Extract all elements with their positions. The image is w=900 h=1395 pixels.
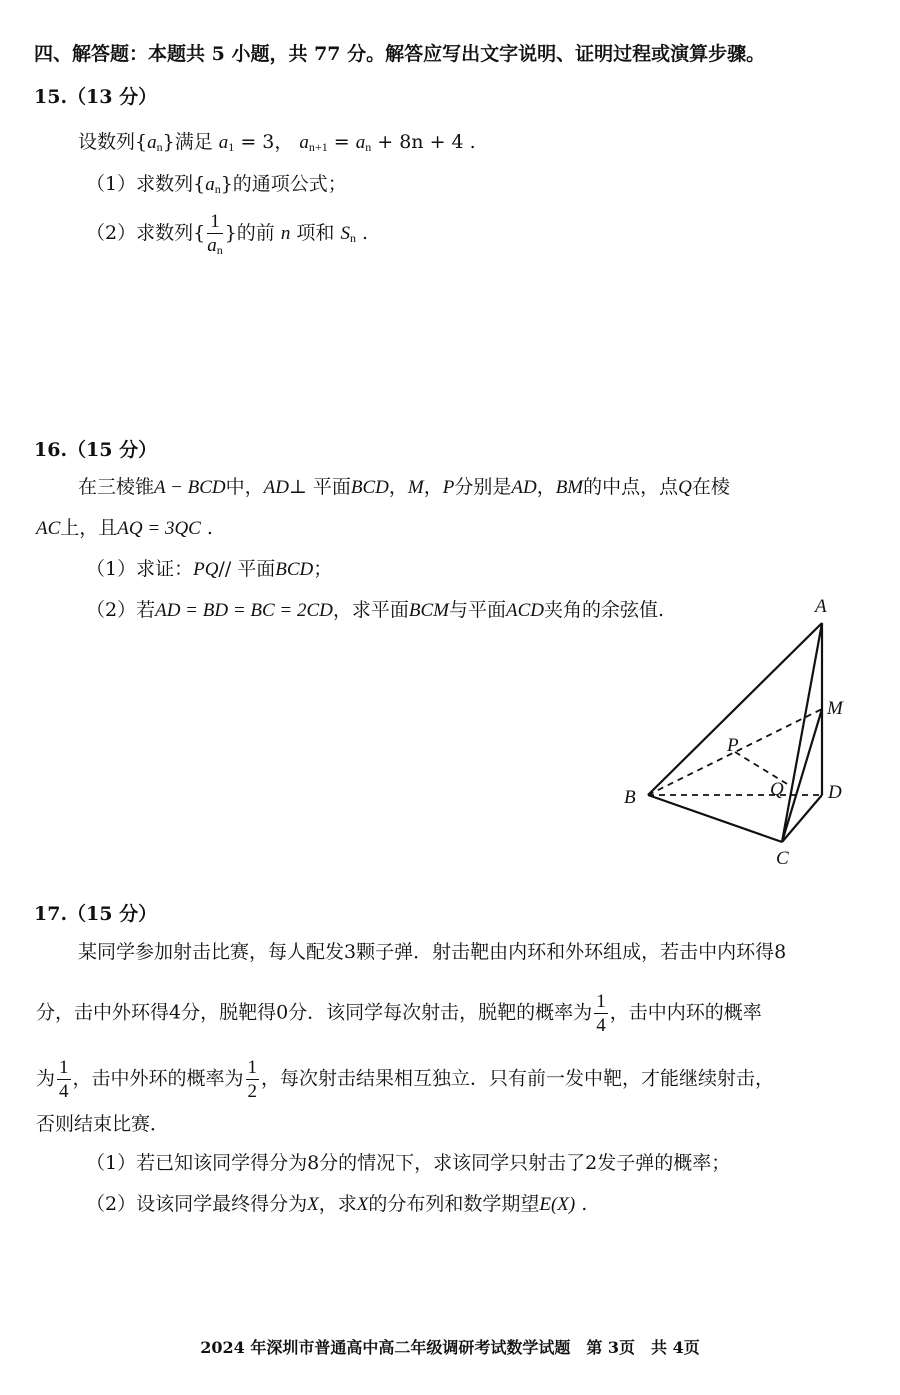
q16-stem1-f: 分别是 <box>454 476 512 498</box>
q16-length-condition: AD = BD = BC = 2CD <box>155 600 333 621</box>
q16-stem1-h: 的中点，点 <box>583 476 679 498</box>
q16-part1-a: （1）求证： <box>86 558 194 580</box>
q16-tetrahedron: A − BCD <box>154 477 226 498</box>
q15-part1-seq-sub: n <box>214 182 221 196</box>
label-d: D <box>828 782 842 803</box>
q17-f1-den: 4 <box>596 1015 606 1036</box>
q15-frac-den <box>207 234 223 256</box>
q17-header: 17.（15 分） <box>34 903 158 925</box>
q16-part2 <box>86 601 664 620</box>
q16-stem1-c: ⊥ 平面 <box>288 476 351 498</box>
q17-outer-probability <box>246 1058 260 1101</box>
q16-part2-a: （2）若 <box>86 599 156 621</box>
q15-rec-equals: = <box>327 131 356 153</box>
q16-stem1-g: ， <box>536 476 556 498</box>
q17-part2-c: 的分布列和数学期望 <box>368 1193 540 1215</box>
q16-stem1-i: 在棱 <box>691 476 730 498</box>
q16-stem1-b: 中， <box>225 476 264 498</box>
q17-part1: （1）若已知该同学得分为8分的情况下，求该同学只射击了2发子弹的概率； <box>86 1152 731 1174</box>
q17-part2-d: . <box>575 1193 588 1215</box>
q16-p: P <box>442 477 455 498</box>
q15-stem-text-b: 满足 <box>174 131 213 153</box>
q17-line3-c: ，每次射击结果相互独立．只有前一发中靶，才能继续射击， <box>261 1067 775 1090</box>
q15-a1-value: = 3， <box>240 131 294 153</box>
q16-bm: BM <box>555 477 584 498</box>
q17-f3-num: 1 <box>247 1057 258 1078</box>
q15-part2: （2）求数列{ $\frac{1}{a_n}$ }的前 n 项和 $S_n$ . <box>86 211 369 257</box>
q17-line2-b: ，击中内环的概率 <box>609 1001 762 1024</box>
q15-frac-num: 1 <box>207 212 223 234</box>
q17-f1-num: 1 <box>596 991 606 1012</box>
q16-part2-c: 与平面 <box>449 599 507 621</box>
q15-part2-s-sub: n <box>349 231 356 245</box>
q17-line3-b: ，击中外环的概率为 <box>72 1067 244 1090</box>
q15-part1-seq: a <box>205 174 215 195</box>
q17-line4: 否则结束比赛． <box>36 1113 170 1135</box>
label-a: A <box>815 596 827 617</box>
q15-frac-den-symbol: a <box>207 235 217 256</box>
q16-bcm: BCM <box>408 600 450 621</box>
q16-part1-c: ； <box>313 558 333 580</box>
q16-stem-line1 <box>78 478 730 497</box>
q16-aq-condition: AQ = 3QC <box>117 518 201 539</box>
q17-f2-den: 4 <box>59 1081 69 1102</box>
q16-bcd2: BCD <box>275 559 314 580</box>
q15-part2-end: . <box>355 222 369 244</box>
q17-miss-probability <box>594 992 608 1035</box>
q17-f3-den: 2 <box>247 1081 258 1102</box>
q16-header: 16.（15 分） <box>34 439 158 461</box>
q15-seq-sub: n <box>156 140 163 154</box>
q17-x1: X <box>307 1194 319 1215</box>
label-m: M <box>827 698 843 719</box>
label-p: P <box>727 735 739 756</box>
q16-pq: PQ <box>193 559 219 580</box>
q17-part2-a: （2）设该同学最终得分为 <box>86 1193 308 1215</box>
q16-ad2: AD <box>511 477 537 498</box>
q15-stem: 设数列$\{a_n\}$满足 $a_1 = 3$， $a_{n+1} = a_n + 8n + 4$ . <box>78 131 476 154</box>
q15-rec-tail: + 8n + 4 . <box>371 131 476 153</box>
q15-part1-text-b: 的通项公式； <box>232 173 347 195</box>
q16-stem-line2 <box>36 519 213 538</box>
label-b: B <box>624 787 636 808</box>
q16-bcd: BCD <box>350 477 389 498</box>
q15-part1: （1）求数列$\{a_n\}$的通项公式； <box>86 173 347 196</box>
q15-part2-text-a: （2）求数列 <box>86 222 194 244</box>
q16-part2-b: ，求平面 <box>332 599 409 621</box>
q16-ac: AC <box>36 518 61 539</box>
q15-header: 15.（13 分） <box>34 86 158 108</box>
q17-line2-a: 分，击中外环得4分，脱靶得0分．该同学每次射击，脱靶的概率为 <box>36 1001 593 1024</box>
q15-frac-den-sub: n <box>216 243 223 257</box>
q16-stem2-b: . <box>200 517 213 539</box>
q17-expectation: E(X) <box>539 1194 576 1215</box>
q15-seq-symbol: a <box>147 132 157 153</box>
q15-reciprocal-fraction <box>207 212 223 256</box>
q15-an-rhs-sub: n <box>365 140 372 154</box>
section-heading: 四、解答题：本题共 5 小题，共 77 分。解答应写出文字说明、证明过程或演算步骤。 <box>34 43 766 65</box>
q16-part1 <box>86 560 332 579</box>
tetrahedron-figure <box>600 585 880 880</box>
q15-an1-symbol: a <box>299 132 309 153</box>
q15-a1-symbol: a <box>218 132 229 153</box>
q15-part1-text-a: （1）求数列 <box>86 173 194 195</box>
q15-part2-n: n <box>280 223 291 244</box>
edge-bc <box>648 795 782 842</box>
q17-f2-num: 1 <box>59 1057 69 1078</box>
label-c: C <box>776 848 789 869</box>
label-q: Q <box>770 779 784 800</box>
page-footer: 2024 年深圳市普通高中高二年级调研考试数学试题 第 3页 共 4页 <box>200 1338 700 1357</box>
q15-a1-sub: 1 <box>228 140 235 154</box>
q16-q: Q <box>678 477 692 498</box>
q16-part1-b: // 平面 <box>218 558 276 580</box>
q16-ad: AD <box>263 477 289 498</box>
q17-line1: 某同学参加射击比赛，每人配发3颗子弹．射击靶由内环和外环组成，若击中内环得8 <box>78 941 787 963</box>
q17-line3-a: 为 <box>36 1067 56 1090</box>
q16-acd: ACD <box>506 600 545 621</box>
q15-an-rhs-symbol: a <box>355 132 366 153</box>
q17-inner-probability <box>57 1058 71 1101</box>
q17-x2: X <box>356 1194 369 1215</box>
q16-part2-d: 夹角的余弦值. <box>544 599 665 621</box>
q15-an1-sub: n+1 <box>308 140 328 154</box>
q16-m: M <box>407 477 424 498</box>
q16-stem1-a: 在三棱锥 <box>78 476 155 498</box>
q16-stem1-d: ， <box>388 476 408 498</box>
q15-part2-s: S <box>340 223 350 244</box>
q17-line3 <box>36 1058 774 1101</box>
q16-stem1-e: ， <box>423 476 443 498</box>
q15-part2-text-b: 的前 <box>236 222 275 244</box>
q17-line2 <box>36 992 762 1035</box>
q16-stem2-a: 上，且 <box>60 517 118 539</box>
q15-stem-text-a: 设数列 <box>78 131 136 153</box>
q15-part2-text-c: 项和 <box>296 222 335 244</box>
q17-part2 <box>86 1195 587 1214</box>
q17-part2-b: ，求 <box>318 1193 357 1215</box>
